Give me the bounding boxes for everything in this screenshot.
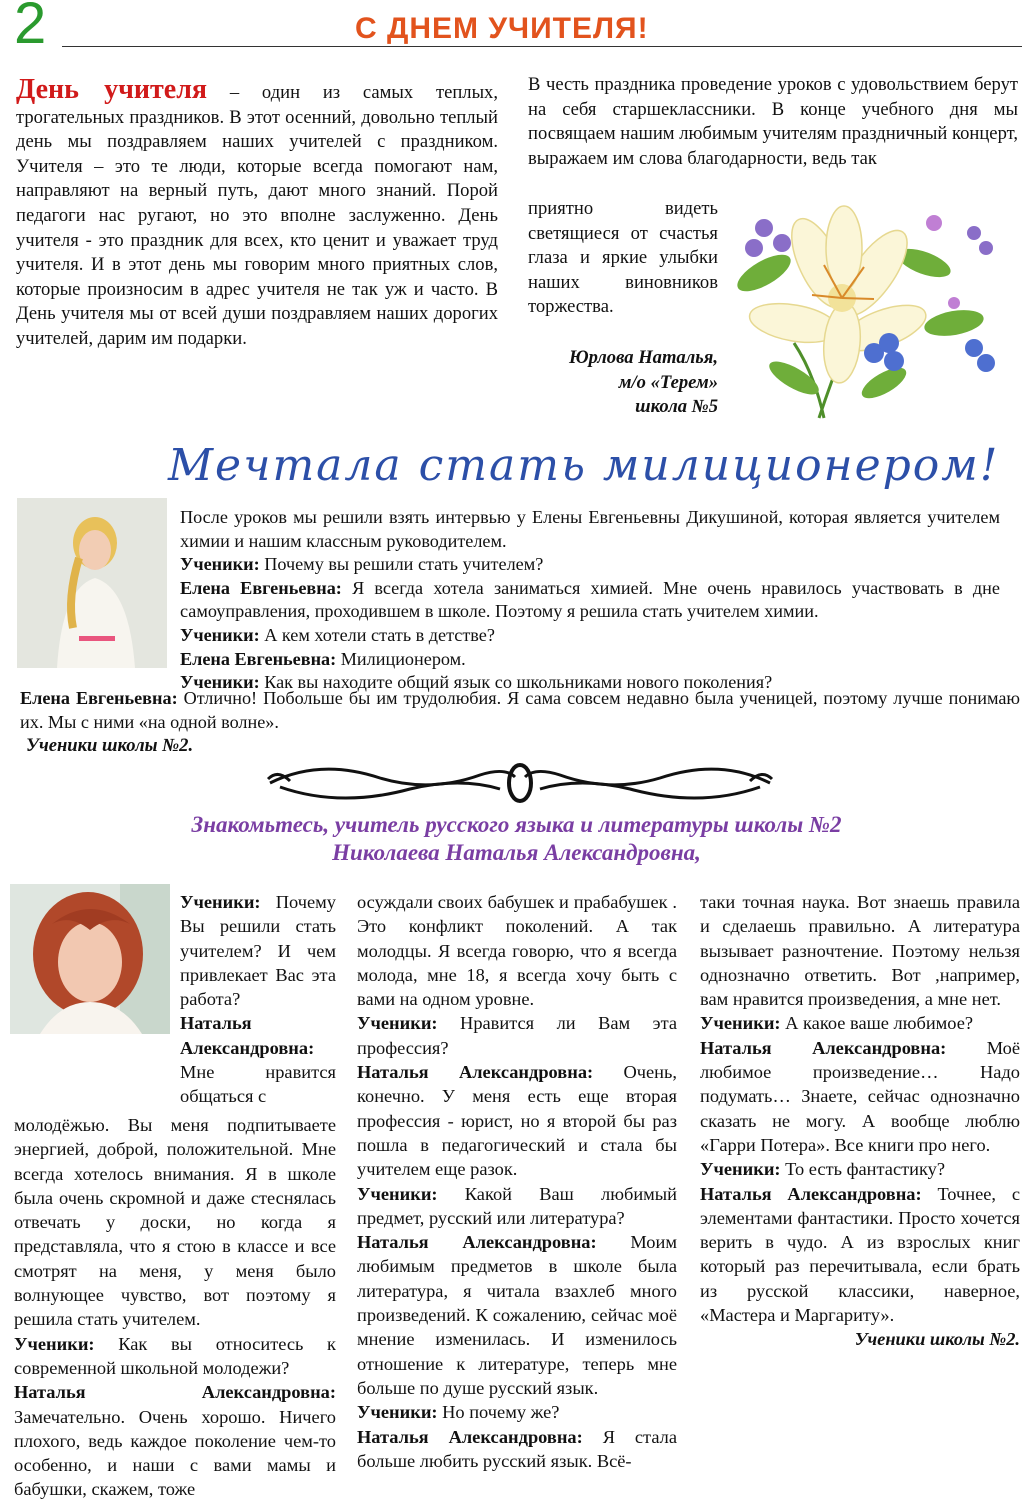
article1-signature <box>500 346 718 420</box>
lily-flower-illustration <box>724 203 1024 428</box>
dialog-line: молодёжью. Вы меня подпитываете энергией, доброй, положительной. Мне всегда хотелось внимания. Я в школе была очень скромной и даже стеснялась отвечать у доски, но когда я представляла, что я стою в классе и все смотрят на меня, у меня было волнующее чувство, вот поэтому я решила стать учителем. <box>14 1115 336 1330</box>
dialog-line: Ученики: А кем хотели стать в детстве? <box>180 624 495 645</box>
article3-col1-top <box>180 890 336 1109</box>
dialog-line: Ученики: Почему Вы решили стать учителем? И чем привлекает Вас эта работа? <box>180 892 336 1010</box>
signature-line: м/о «Терем» <box>618 371 718 393</box>
article2-heading: Мечтала стать милиционером! <box>168 440 1000 491</box>
article1-left <box>16 74 499 352</box>
article2-signature: Ученики школы №2. <box>26 735 194 756</box>
article1-lead: День учителя <box>16 74 208 105</box>
dialog-line: Елена Евгеньевна: Я всегда хотела заниматься химией. Мне очень нравилось участвовать в дне самоуправления, проходившем в школе. Поэтому я решила стать учителем химии. <box>180 577 1000 622</box>
article3-col1 <box>14 1113 336 1502</box>
dialog-line: Ученики: А какое ваше любимое? <box>700 1013 974 1034</box>
teacher-photo <box>10 884 170 1034</box>
dialog-line: осуждали своих бабушек и прабабушек . Это конфликт поколений. А так молодцы. Я всегда говорю, что я всегда молода, мне 18, я всегда хочу быть с вами на одном уровне. <box>357 892 677 1010</box>
dialog-line: Ученики: Какой Ваш любимый предмет, русский или литература? <box>357 1183 677 1228</box>
article3-col2 <box>357 890 677 1473</box>
dialog-line: Наталья Александровна: Мне нравится общаться с <box>180 1013 336 1107</box>
article1-right: В честь праздника проведение уроков с удовольствием берут на себя старшеклассники. В конце учебного дня мы посвящаем нашим любимым учителям праздничный концерт, выражаем им слова благодарности, ведь так <box>528 74 1018 169</box>
dialog-line: Наталья Александровна: Очень, конечно. У меня есть еще вторая профессия - юрист, но я второй бы раз пошла в педагогический и стала бы учителем еще разок. <box>357 1062 677 1180</box>
dialog-line: Наталья Александровна: Моим любимым предметов в школе была литература, я читала взахлеб много произведений. К сожалению, сейчас моё мнение изменилась. И изменилось отношение к литературе, теперь мне больше по душе русский язык. <box>357 1232 677 1398</box>
dialog-line: Ученики: Нравится ли Вам эта профессия? <box>357 1013 677 1058</box>
dialog-line: Елена Евгеньевна: Милиционером. <box>180 648 466 669</box>
teacher-photo <box>17 498 167 668</box>
ornament-divider <box>260 753 780 811</box>
article2-interview <box>180 506 1000 695</box>
dialog-line: таки точная наука. Вот знаешь правила и сделаешь правильно. А литература вызывает разночтение. Поэтому нельзя однозначно ответить. Вот ,например, вам нравится произведения, а мне нет. <box>700 892 1020 1010</box>
dialog-line: Ученики: То есть фантастику? <box>700 1159 946 1180</box>
dialog-line: Ученики: Но почему же? <box>357 1402 560 1423</box>
article3-heading: Знакомьтесь, учитель русского языка и литературы школы №2 Николаева Наталья Александровна, <box>191 812 842 865</box>
article3-signature: Ученики школы №2. <box>854 1329 1020 1350</box>
dialog-line: Наталья Александровна: Замечательно. Очень хорошо. Ничего плохого, ведь каждое поколение чем-то особенно, и наши с вами мамы и бабушки, скажем, тоже <box>14 1382 336 1500</box>
article1-text: – один из самых теплых, трогательных праздников. В этот осенний, довольно теплый день мы поздравляем наших учителей с праздником. Учителя – это те люди, которые всегда помогают нам, направляют на верный путь, дают много знаний. Порой педагоги нас ругают, но это вполне заслуженно. День учителя - это праздник для всех, кто ценит и уважает труд учителя. И в этот день мы говорим много приятных слов, которые произносим в адрес учителя не так уж и часто. В День учителя мы от всей души поздравляем наших дорогих учителей, дарим им подарки. <box>16 82 499 349</box>
dialog-line: Наталья Александровна: Я стала больше любить русский язык. Всё- <box>357 1426 677 1471</box>
page-number: 2 <box>14 0 47 56</box>
article1-right-narrow: приятно видеть светящиеся от счастья глаза и яркие улыбки наших виновников торжества. <box>528 198 718 318</box>
page-title: С ДНЕМ УЧИТЕЛЯ! <box>355 12 649 45</box>
dialog-line: Наталья Александровна: Моё любимое произведение… Надо подумать… Знаете, сейчас однозначно сказать не могу. А вообще люблю «Гарри Потера». Все книги про него. <box>700 1037 1020 1155</box>
signature-line: школа №5 <box>635 396 718 418</box>
dialog-line: Ученики: Почему вы решили стать учителем? <box>180 554 544 575</box>
article2-tail: Елена Евгеньевна: Отлично! Побольше бы им трудолюбия. Я сама совсем недавно была ученицей, поэтому лучше понимаю их. Мы с ними «на одной волне». <box>20 688 1020 732</box>
signature-line: Юрлова Наталья, <box>569 347 718 368</box>
dialog-line: Наталья Александровна: Точнее, с элементами фантастики. Просто хочется верить в чудо. А из взрослых книг который раз перечитывала, если брать из русской классики, наверное, «Мастера и Маргариту». <box>700 1183 1020 1326</box>
article3-col3 <box>700 890 1020 1352</box>
header-rule <box>62 46 1022 47</box>
dialog-line: Ученики: Как вы относитесь к современной школьной молодежи? <box>14 1333 336 1378</box>
dialog-line: Ученики: Как вы находите общий язык со школьниками нового поколения? <box>180 672 773 693</box>
article2-intro: После уроков мы решили взять интервью у Елены Евгеньевны Дикушиной, которая является учителем химии и нашим классным руководителем. <box>180 507 1000 551</box>
